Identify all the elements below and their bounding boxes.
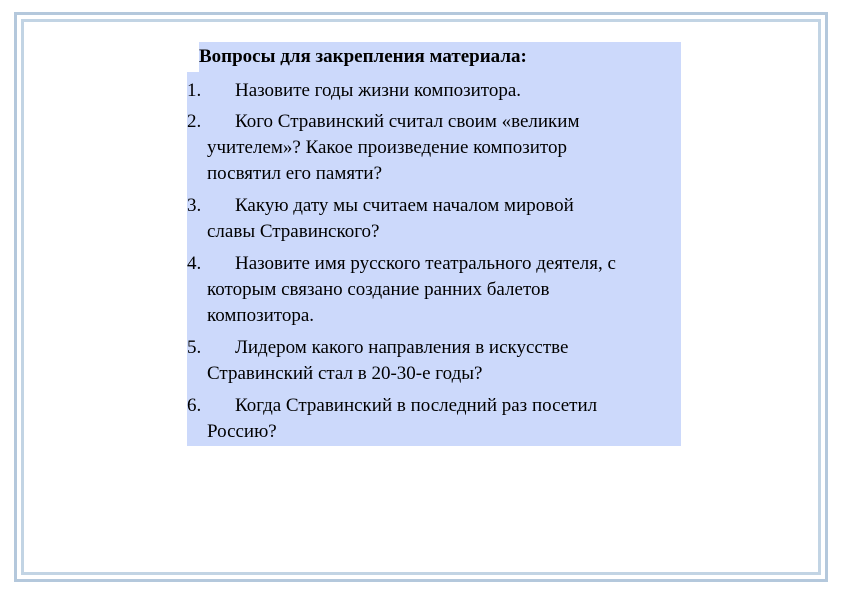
slide-title: Вопросы для закрепления материала: [199, 46, 527, 67]
question-item-4 [187, 251, 687, 329]
question-item-5 [187, 335, 687, 387]
question-text: которым связано создание ранних балетов [207, 279, 550, 300]
question-text: учителем»? Какое произведение композитор [207, 137, 567, 158]
question-text: славы Стравинского? [207, 221, 380, 242]
question-item-6 [187, 393, 687, 445]
question-text: Какую дату мы считаем началом мировой [235, 195, 574, 216]
question-item-3 [187, 193, 687, 245]
question-item-1 [187, 78, 687, 104]
question-text: Когда Стравинский в последний раз посетил [235, 395, 598, 416]
question-number: 5. [187, 337, 202, 358]
question-text: Кого Стравинский считал своим «великим [235, 111, 580, 132]
question-number: 1. [187, 80, 202, 101]
question-text: Назовите годы жизни композитора. [235, 80, 522, 101]
question-text: Стравинский стал в 20-30-е годы? [207, 363, 483, 384]
question-text: посвятил его памяти? [207, 163, 383, 184]
question-number: 6. [187, 395, 202, 416]
question-number: 3. [187, 195, 202, 216]
question-item-2 [187, 109, 687, 187]
question-text: Лидером какого направления в искусстве [235, 337, 569, 358]
question-text: Россию? [207, 421, 277, 442]
question-number: 2. [187, 111, 202, 132]
question-text: композитора. [207, 305, 315, 326]
question-number: 4. [187, 253, 202, 274]
question-text: Назовите имя русского театрального деятеля, с [235, 253, 616, 274]
